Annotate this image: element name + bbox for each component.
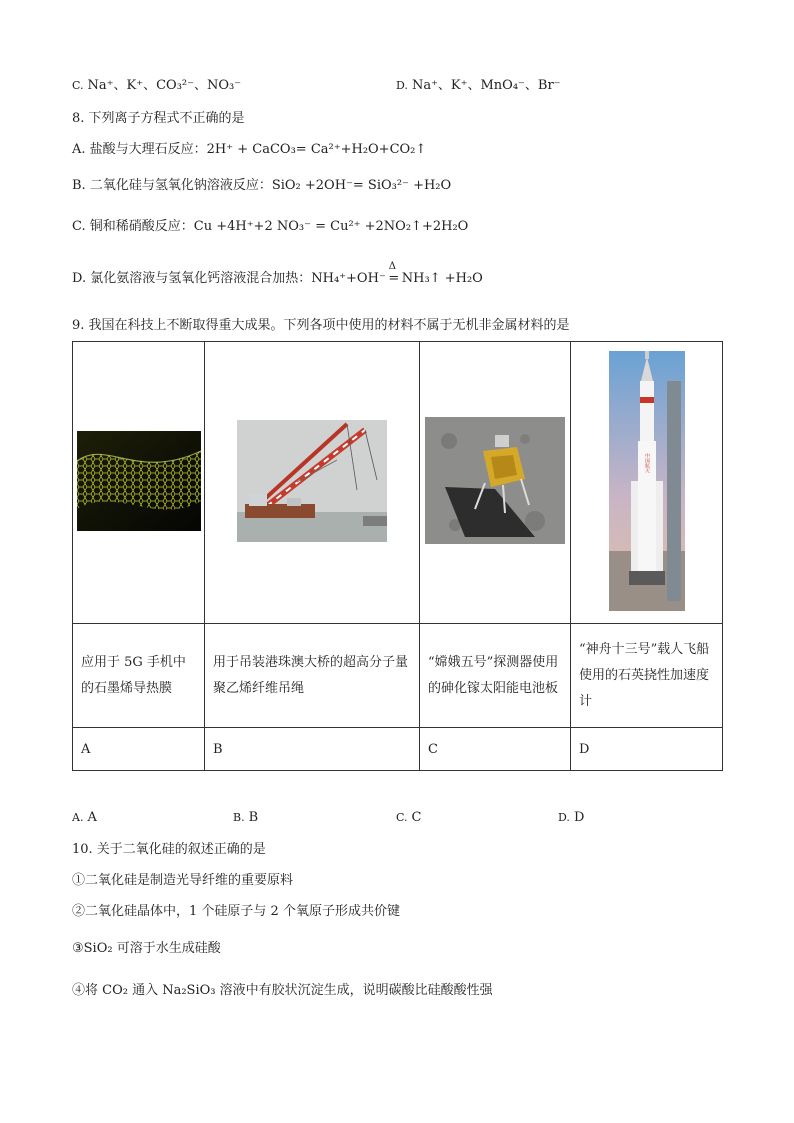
q9-stem: 9. 我国在科技上不断取得重大成果。下列各项中使用的材料不属于无机非金属材料的是 [72, 318, 570, 333]
q8-option-c: C. 铜和稀硝酸反应：Cu +4H⁺+2 NO₃⁻ = Cu²⁺ +2NO₂↑+2H₂O [72, 219, 469, 234]
cell-label-d: D [571, 728, 723, 771]
q9-option-d[interactable]: D. D [558, 810, 585, 825]
q10-statement-3: ③SiO₂ 可溶于水生成硅酸 [72, 941, 221, 956]
cell-desc-d: “神舟十三号”载人飞船使用的石英挠性加速度计 [571, 624, 723, 728]
q10-statement-4: ④将 CO₂ 通入 Na₂SiO₃ 溶液中有胶状沉淀生成，说明碳酸比硅酸酸性强 [72, 983, 493, 998]
cell-label-a: A [73, 728, 205, 771]
q9-option-a[interactable]: A. A [72, 810, 97, 825]
graphene-film-image [77, 431, 201, 531]
rocket-image [609, 351, 685, 611]
crane-ship-image [237, 420, 387, 542]
q9-materials-table [72, 341, 723, 771]
cell-desc-c: “嫦娥五号”探测器使用的砷化镓太阳能电池板 [420, 624, 571, 728]
q7-option-d-text: Na⁺、K⁺、MnO₄⁻、Br⁻ [411, 78, 561, 93]
delta-symbol: Δ [388, 261, 397, 272]
q10-statement-1: ①二氧化硅是制造光导纤维的重要原料 [72, 873, 294, 888]
q8-option-d-prefix: D. 氯化氨溶液与氢氧化钙溶液混合加热： [72, 271, 312, 286]
cell-desc-a: 应用于 5G 手机中的石墨烯导热膜 [73, 624, 205, 728]
cell-image-a [73, 342, 205, 624]
cell-image-d [571, 342, 723, 624]
q7-option-c: C. Na⁺、K⁺、CO₃²⁻、NO₃⁻ [72, 78, 242, 93]
q8-stem: 8. 下列离子方程式不正确的是 [72, 111, 245, 126]
q8-option-b: B. 二氧化硅与氢氧化钠溶液反应：SiO₂ +2OH⁻= SiO₃²⁻ +H₂O [72, 178, 452, 193]
q7-option-d: D. Na⁺、K⁺、MnO₄⁻、Br⁻ [396, 78, 561, 93]
q10-statement-2: ②二氧化硅晶体中，1 个硅原子与 2 个氧原子形成共价键 [72, 904, 400, 919]
cell-image-b [205, 342, 420, 624]
q7-option-c-text: Na⁺、K⁺、CO₃²⁻、NO₃⁻ [87, 78, 242, 93]
q9-option-c[interactable]: C. C [396, 810, 422, 825]
q9-option-b[interactable]: B. B [233, 810, 259, 825]
cell-desc-b: 用于吊装港珠澳大桥的超高分子量聚乙烯纤维吊绳 [205, 624, 420, 728]
heating-arrow: Δ = [386, 270, 402, 288]
cell-label-b: B [205, 728, 420, 771]
q8-option-a: A. 盐酸与大理石反应：2H⁺ + CaCO₃= Ca²⁺+H₂O+CO₂↑ [72, 142, 427, 157]
rocket-lettering: 中国航天 [643, 452, 650, 473]
cell-image-c [420, 342, 571, 624]
cell-label-c: C [420, 728, 571, 771]
q8-option-d [72, 261, 483, 288]
q8-option-d-eq-left: NH₄⁺+OH⁻ [311, 271, 386, 286]
lunar-probe-image [425, 417, 565, 544]
q8-option-d-eq-right: NH₃↑ +H₂O [401, 271, 483, 286]
q10-stem: 10. 关于二氧化硅的叙述正确的是 [72, 842, 266, 857]
